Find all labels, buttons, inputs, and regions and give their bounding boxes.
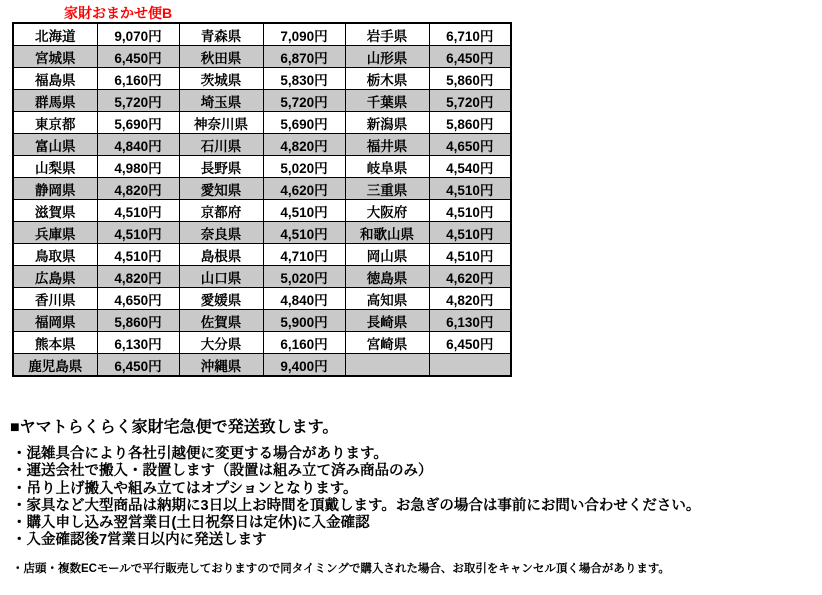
prefecture-cell: 島根県 (179, 244, 263, 266)
notes-heading: ■ヤマトらくらく家財宅急便で発送致します。 (10, 419, 339, 436)
prefecture-cell: 北海道 (13, 23, 97, 46)
prefecture-cell: 長野県 (179, 156, 263, 178)
prefecture-cell: 大分県 (179, 332, 263, 354)
table-row (13, 90, 511, 112)
prefecture-cell: 山形県 (345, 46, 429, 68)
price-cell: 4,710円 (263, 244, 345, 266)
price-cell: 5,860円 (429, 112, 511, 134)
price-cell: 5,900円 (263, 310, 345, 332)
prefecture-cell: 山梨県 (13, 156, 97, 178)
prefecture-cell: 秋田県 (179, 46, 263, 68)
price-cell: 4,510円 (97, 200, 179, 222)
price-cell: 5,690円 (263, 112, 345, 134)
price-cell: 5,860円 (429, 68, 511, 90)
price-cell: 7,090円 (263, 23, 345, 46)
prefecture-cell: 鹿児島県 (13, 354, 97, 377)
prefecture-cell: 佐賀県 (179, 310, 263, 332)
prefecture-cell: 鳥取県 (13, 244, 97, 266)
shipping-notes (10, 414, 810, 576)
prefecture-cell: 熊本県 (13, 332, 97, 354)
price-cell: 5,020円 (263, 156, 345, 178)
price-cell: 4,620円 (429, 266, 511, 288)
price-cell: 6,450円 (97, 46, 179, 68)
prefecture-cell: 京都府 (179, 200, 263, 222)
table-row (13, 68, 511, 90)
table-row (13, 332, 511, 354)
shipping-fee-table (12, 22, 512, 377)
price-cell: 4,980円 (97, 156, 179, 178)
price-cell: 6,450円 (97, 354, 179, 377)
price-cell: 6,130円 (97, 332, 179, 354)
prefecture-cell: 兵庫県 (13, 222, 97, 244)
price-cell: 6,160円 (263, 332, 345, 354)
table-title: 家財おまかせ便B (64, 5, 173, 21)
prefecture-cell: 三重県 (345, 178, 429, 200)
prefecture-cell: 奈良県 (179, 222, 263, 244)
prefecture-cell: 栃木県 (345, 68, 429, 90)
price-cell: 4,510円 (97, 244, 179, 266)
prefecture-cell: 神奈川県 (179, 112, 263, 134)
prefecture-cell: 茨城県 (179, 68, 263, 90)
price-cell: 6,450円 (429, 46, 511, 68)
price-cell: 6,710円 (429, 23, 511, 46)
prefecture-cell: 広島県 (13, 266, 97, 288)
price-cell: 5,720円 (263, 90, 345, 112)
notes-footnote: ・店頭・複数ECモールで平行販売しておりますので同タイミングで購入された場合、お取引をキャンセル頂く場合があります。 (12, 562, 670, 575)
prefecture-cell: 富山県 (13, 134, 97, 156)
price-cell: 4,820円 (97, 178, 179, 200)
prefecture-cell: 滋賀県 (13, 200, 97, 222)
prefecture-cell: 群馬県 (13, 90, 97, 112)
price-cell: 4,620円 (263, 178, 345, 200)
prefecture-cell: 青森県 (179, 23, 263, 46)
prefecture-cell: 大阪府 (345, 200, 429, 222)
table-row (13, 200, 511, 222)
prefecture-cell: 新潟県 (345, 112, 429, 134)
table-row (13, 156, 511, 178)
price-cell: 4,820円 (263, 134, 345, 156)
price-cell: 5,720円 (97, 90, 179, 112)
prefecture-cell: 愛媛県 (179, 288, 263, 310)
prefecture-cell: 徳島県 (345, 266, 429, 288)
price-cell (429, 354, 511, 377)
price-cell: 6,870円 (263, 46, 345, 68)
price-cell: 4,510円 (429, 222, 511, 244)
table-row (13, 222, 511, 244)
price-cell: 5,020円 (263, 266, 345, 288)
prefecture-cell: 岐阜県 (345, 156, 429, 178)
price-cell: 6,160円 (97, 68, 179, 90)
price-cell: 4,510円 (263, 222, 345, 244)
table-row (13, 23, 511, 46)
prefecture-cell: 山口県 (179, 266, 263, 288)
prefecture-cell: 沖縄県 (179, 354, 263, 377)
note-item: ・混雑具合により各社引越便に変更する場合があります。 (12, 446, 388, 462)
note-item: ・購入申し込み翌営業日(土日祝祭日は定休)に入金確認 (12, 515, 370, 532)
price-cell: 5,690円 (97, 112, 179, 134)
table-row (13, 244, 511, 266)
prefecture-cell: 宮城県 (13, 46, 97, 68)
table-row (13, 266, 511, 288)
price-cell: 4,840円 (97, 134, 179, 156)
price-cell: 5,720円 (429, 90, 511, 112)
table-row (13, 178, 511, 200)
price-cell: 4,820円 (429, 288, 511, 310)
table-row (13, 112, 511, 134)
price-cell: 4,510円 (429, 244, 511, 266)
prefecture-cell: 東京都 (13, 112, 97, 134)
prefecture-cell: 福岡県 (13, 310, 97, 332)
table-row (13, 354, 511, 377)
prefecture-cell: 岩手県 (345, 23, 429, 46)
price-cell: 6,130円 (429, 310, 511, 332)
price-cell: 4,650円 (429, 134, 511, 156)
table-row (13, 46, 511, 68)
prefecture-cell: 静岡県 (13, 178, 97, 200)
prefecture-cell: 福井県 (345, 134, 429, 156)
note-item: ・入金確認後7営業日以内に発送します (12, 532, 267, 549)
price-cell: 4,840円 (263, 288, 345, 310)
price-cell: 4,820円 (97, 266, 179, 288)
prefecture-cell: 和歌山県 (345, 222, 429, 244)
table-row (13, 310, 511, 332)
note-item: ・吊り上げ搬入や組み立てはオプションとなります。 (12, 480, 358, 497)
price-cell: 9,070円 (97, 23, 179, 46)
prefecture-cell: 埼玉県 (179, 90, 263, 112)
prefecture-cell: 長崎県 (345, 310, 429, 332)
price-cell: 5,830円 (263, 68, 345, 90)
note-item: ・家具など大型商品は納期に3日以上お時間を頂戴します。お急ぎの場合は事前にお問い合わせください。 (12, 497, 701, 514)
price-cell: 6,450円 (429, 332, 511, 354)
price-cell: 4,650円 (97, 288, 179, 310)
note-item: ・運送会社で搬入・設置します（設置は組み立て済み商品のみ） (12, 463, 433, 480)
notes-list (10, 446, 810, 550)
prefecture-cell (345, 354, 429, 377)
price-cell: 4,510円 (97, 222, 179, 244)
prefecture-cell: 宮崎県 (345, 332, 429, 354)
price-cell: 4,510円 (429, 200, 511, 222)
table-row (13, 134, 511, 156)
prefecture-cell: 福島県 (13, 68, 97, 90)
prefecture-cell: 千葉県 (345, 90, 429, 112)
price-cell: 4,510円 (429, 178, 511, 200)
table-row (13, 288, 511, 310)
fee-table-body (13, 23, 511, 376)
prefecture-cell: 香川県 (13, 288, 97, 310)
prefecture-cell: 高知県 (345, 288, 429, 310)
price-cell: 4,540円 (429, 156, 511, 178)
prefecture-cell: 岡山県 (345, 244, 429, 266)
price-cell: 4,510円 (263, 200, 345, 222)
price-cell: 9,400円 (263, 354, 345, 377)
prefecture-cell: 石川県 (179, 134, 263, 156)
prefecture-cell: 愛知県 (179, 178, 263, 200)
price-cell: 5,860円 (97, 310, 179, 332)
